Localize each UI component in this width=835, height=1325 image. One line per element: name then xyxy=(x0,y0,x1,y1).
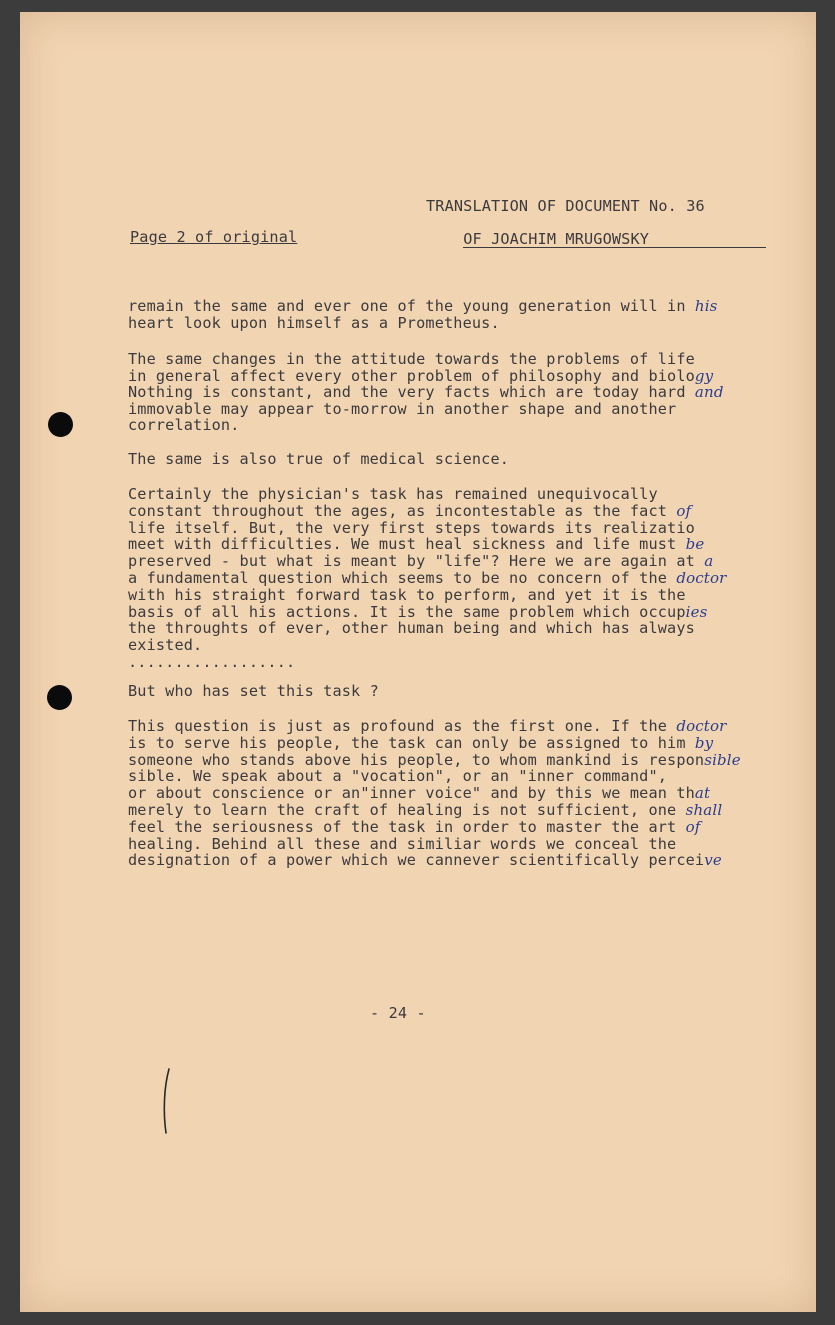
text-line xyxy=(128,351,724,368)
typed-text: immovable may appear to-morrow in another shape and another xyxy=(128,399,677,418)
text-line xyxy=(128,587,727,604)
text-line xyxy=(128,683,379,700)
typed-text: feel the seriousness of the task in order to master the art xyxy=(128,817,686,836)
typed-text: heart look upon himself as a Prometheus. xyxy=(128,313,500,332)
text-line xyxy=(128,654,727,671)
paragraph xyxy=(128,298,718,331)
handwritten-correction: be xyxy=(685,535,705,554)
punch-hole-bottom xyxy=(47,685,72,710)
handwritten-correction: gy xyxy=(694,366,714,385)
typed-text: healing. Behind all these and similiar words we conceal the xyxy=(128,834,677,853)
pencil-mark xyxy=(160,1067,172,1135)
typed-text: constant throughout the ages, as incontestable as the fact xyxy=(128,501,677,520)
typed-text: The same is also true of medical science. xyxy=(128,450,510,468)
text-line xyxy=(128,637,727,654)
typed-text: preserved - but what is meant by "life"? Here we are again at xyxy=(128,552,705,571)
handwritten-correction: ies xyxy=(685,602,708,621)
text-line xyxy=(128,768,741,785)
handwritten-correction: by xyxy=(694,733,714,752)
typed-text: sible. We speak about a "vocation", or an "inner command", xyxy=(128,767,668,786)
handwritten-correction: and xyxy=(694,383,724,401)
text-line xyxy=(128,401,724,418)
text-line xyxy=(128,298,718,315)
handwritten-correction: his xyxy=(694,297,718,315)
typed-text: merely to learn the craft of healing is not sufficient, one xyxy=(128,800,686,819)
document-header xyxy=(426,165,766,265)
handwritten-correction: doctor xyxy=(676,568,727,587)
text-line xyxy=(128,570,727,587)
document-page xyxy=(20,12,816,1312)
handwritten-correction: sible xyxy=(704,750,741,769)
header-author-line: OF JOACHIM MRUGOWSKY xyxy=(463,232,766,248)
typed-text: designation of a power which we cannever scientifically percei xyxy=(128,851,705,870)
typed-text: Nothing is constant, and the very facts which are today hard xyxy=(128,383,695,401)
typed-text: remain the same and ever one of the young generation will in xyxy=(128,297,695,315)
text-line xyxy=(128,520,727,537)
text-line xyxy=(128,503,727,520)
typed-text: in general affect every other problem of philosophy and biolo xyxy=(128,366,695,385)
text-line xyxy=(128,836,741,853)
text-line xyxy=(128,620,727,637)
typed-text: someone who stands above his people, to whom mankind is respon xyxy=(128,750,705,769)
text-line xyxy=(128,785,741,802)
typed-text: is to serve his people, the task can only be assigned to him xyxy=(128,733,695,752)
paragraph xyxy=(128,351,724,434)
handwritten-correction: doctor xyxy=(676,717,727,735)
handwritten-correction: at xyxy=(694,784,711,803)
typed-text: a fundamental question which seems to be no concern of the xyxy=(128,568,677,587)
typed-text: basis of all his actions. It is the same problem which occup xyxy=(128,602,686,621)
header-title-line: TRANSLATION OF DOCUMENT No. 36 xyxy=(426,197,705,215)
typed-text: or about conscience or an"inner voice" and by this we mean th xyxy=(128,784,695,803)
paragraph xyxy=(128,486,727,671)
text-line xyxy=(128,384,724,401)
text-line xyxy=(128,752,741,769)
text-line xyxy=(128,604,727,621)
text-line xyxy=(128,486,727,503)
typed-text: life itself. But, the very first steps towards its realizatio xyxy=(128,518,695,537)
typed-text: The same changes in the attitude towards the problems of life xyxy=(128,350,695,368)
typed-text: the throughts of ever, other human being and which has always xyxy=(128,619,695,638)
text-line xyxy=(128,451,509,468)
page-number: - 24 - xyxy=(370,1004,426,1022)
text-line xyxy=(128,819,741,836)
text-line xyxy=(128,553,727,570)
paragraph xyxy=(128,718,741,869)
text-line xyxy=(128,417,724,434)
paragraph xyxy=(128,451,509,468)
typed-text: This question is just as profound as the first one. If the xyxy=(128,717,677,735)
text-line xyxy=(128,536,727,553)
punch-hole-top xyxy=(48,412,73,437)
typed-text: existed. xyxy=(128,636,203,655)
typed-text: Certainly the physician's task has remained unequivocally xyxy=(128,485,658,503)
handwritten-correction: of xyxy=(676,501,692,520)
handwritten-correction: of xyxy=(685,817,701,836)
handwritten-correction: ve xyxy=(704,851,722,870)
text-line xyxy=(128,368,724,385)
handwritten-correction: a xyxy=(704,552,714,571)
paragraph xyxy=(128,683,379,700)
typed-text: with his straight forward task to perform, and yet it is the xyxy=(128,585,686,604)
text-line xyxy=(128,315,718,332)
typed-text: correlation. xyxy=(128,416,240,434)
page-subheading: Page 2 of original xyxy=(130,228,298,246)
text-line xyxy=(128,718,741,735)
typed-text: .................. xyxy=(128,652,296,671)
typed-text: But who has set this task ? xyxy=(128,682,379,700)
text-line xyxy=(128,735,741,752)
typed-text: meet with difficulties. We must heal sickness and life must xyxy=(128,535,686,554)
text-line xyxy=(128,852,741,869)
text-line xyxy=(128,802,741,819)
handwritten-correction: shall xyxy=(685,800,723,819)
